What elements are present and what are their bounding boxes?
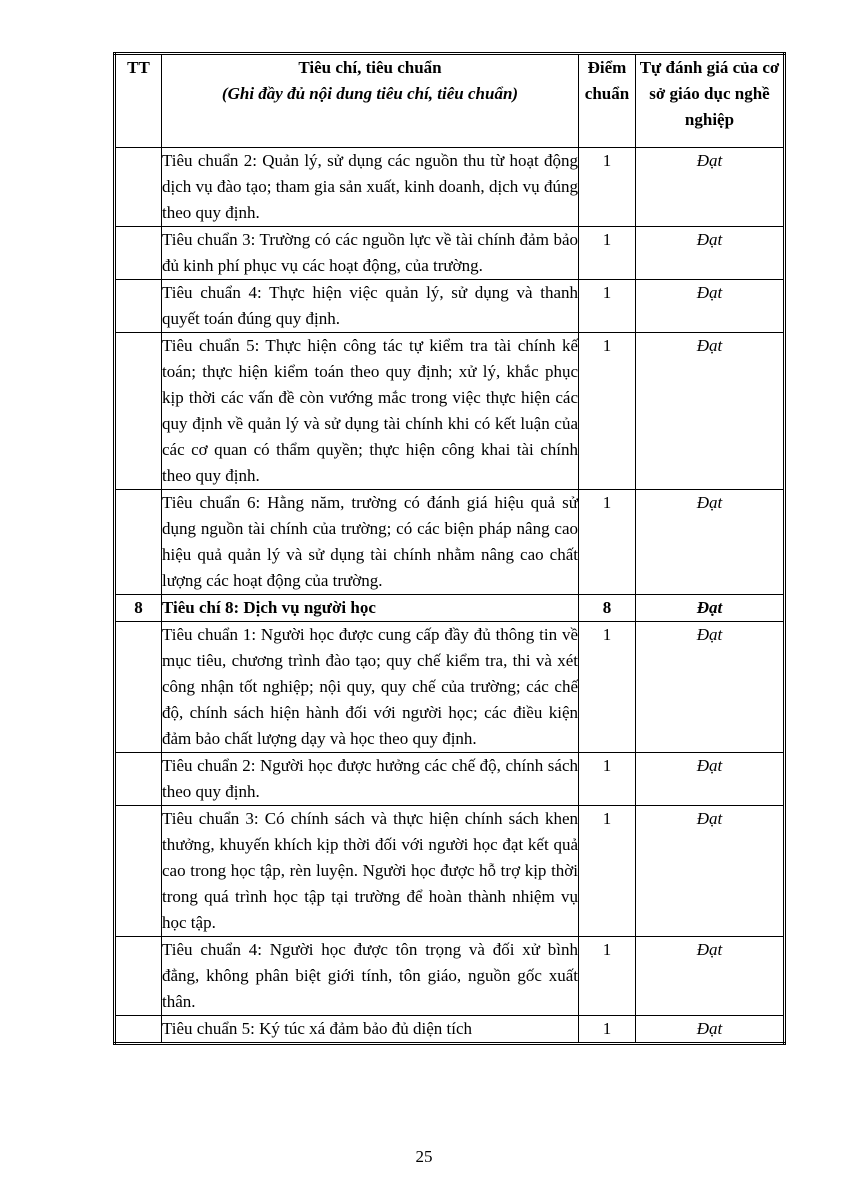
- table-row: [115, 280, 785, 333]
- cell-self-eval: Đạt: [636, 333, 785, 490]
- header-criteria: [162, 54, 579, 148]
- cell-criteria-text: Tiêu chuẩn 5: Thực hiện công tác tự kiểm tra tài chính kế toán; thực hiện kiểm toán theo quy định; xử lý, khắc phục kịp thời các vấn đề còn vướng mắc trong việc thực hiện các quy định về quản lý và sử dụng tài chính khi có kết luận của các cơ quan có thẩm quyền; thực hiện công khai tài chính theo quy định.: [162, 333, 579, 490]
- cell-self-eval: Đạt: [636, 937, 785, 1016]
- table-row: [115, 753, 785, 806]
- cell-criteria-text: Tiêu chuẩn 2: Quản lý, sử dụng các nguồn thu từ hoạt động dịch vụ đào tạo; tham gia sản xuất, kinh doanh, dịch vụ đúng theo quy định.: [162, 148, 579, 227]
- cell-score: 1: [579, 227, 636, 280]
- cell-tt: [115, 490, 162, 595]
- cell-self-eval: Đạt: [636, 280, 785, 333]
- table-row: [115, 937, 785, 1016]
- cell-self-eval: Đạt: [636, 622, 785, 753]
- cell-criteria-text: Tiêu chuẩn 4: Thực hiện việc quản lý, sử dụng và thanh quyết toán đúng quy định.: [162, 280, 579, 333]
- table-row: [115, 622, 785, 753]
- table-row: [115, 490, 785, 595]
- cell-tt: [115, 622, 162, 753]
- cell-criteria-text: Tiêu chí 8: Dịch vụ người học: [162, 595, 579, 622]
- cell-score: 1: [579, 148, 636, 227]
- cell-tt: [115, 1016, 162, 1044]
- cell-score: 1: [579, 753, 636, 806]
- cell-score: 1: [579, 622, 636, 753]
- cell-self-eval: Đạt: [636, 806, 785, 937]
- cell-criteria-text: Tiêu chuẩn 3: Có chính sách và thực hiện chính sách khen thưởng, khuyến khích kịp thời đối với người học đạt kết quả cao trong học tập, rèn luyện. Người học được hỗ trợ kịp thời trong quá trình học tập tại trường để hoàn thành nhiệm vụ học tập.: [162, 806, 579, 937]
- header-tt: TT: [115, 54, 162, 148]
- cell-self-eval: Đạt: [636, 148, 785, 227]
- cell-score: 1: [579, 806, 636, 937]
- cell-score: 1: [579, 333, 636, 490]
- header-self-eval: Tự đánh giá của cơ sở giáo dục nghề nghiệp: [636, 54, 785, 148]
- cell-criteria-text: Tiêu chuẩn 2: Người học được hưởng các chế độ, chính sách theo quy định.: [162, 753, 579, 806]
- cell-tt: [115, 333, 162, 490]
- cell-tt: [115, 937, 162, 1016]
- cell-criteria-text: Tiêu chuẩn 3: Trường có các nguồn lực về tài chính đảm bảo đủ kinh phí phục vụ các hoạt động, của trường.: [162, 227, 579, 280]
- cell-tt: 8: [115, 595, 162, 622]
- cell-tt: [115, 806, 162, 937]
- cell-score: 8: [579, 595, 636, 622]
- cell-criteria-text: Tiêu chuẩn 5: Ký túc xá đảm bảo đủ diện tích: [162, 1016, 579, 1044]
- cell-tt: [115, 148, 162, 227]
- page-number: 25: [415, 1147, 433, 1166]
- criteria-table: [113, 52, 786, 1045]
- cell-self-eval: Đạt: [636, 595, 785, 622]
- table-row: [115, 148, 785, 227]
- criterion-row: [115, 595, 785, 622]
- table-row: [115, 806, 785, 937]
- cell-tt: [115, 753, 162, 806]
- header-score: Điểm chuẩn: [579, 54, 636, 148]
- cell-criteria-text: Tiêu chuẩn 4: Người học được tôn trọng và đối xử bình đẳng, không phân biệt giới tính, tôn giáo, nguồn gốc xuất thân.: [162, 937, 579, 1016]
- cell-criteria-text: Tiêu chuẩn 6: Hằng năm, trường có đánh giá hiệu quả sử dụng nguồn tài chính của trường; có các biện pháp nâng cao hiệu quả quản lý và sử dụng tài chính nhằm nâng cao chất lượng các hoạt động của trường.: [162, 490, 579, 595]
- cell-criteria-text: Tiêu chuẩn 1: Người học được cung cấp đầy đủ thông tin về mục tiêu, chương trình đào tạo; quy chế kiểm tra, thi và xét công nhận tốt nghiệp; nội quy, quy chế của trường; các chế độ, chính sách hiện hành đối với người học; các điều kiện đảm bảo chất lượng dạy và học theo quy định.: [162, 622, 579, 753]
- header-criteria-subtitle: (Ghi đầy đủ nội dung tiêu chí, tiêu chuẩn): [221, 84, 519, 103]
- cell-score: 1: [579, 490, 636, 595]
- cell-self-eval: Đạt: [636, 1016, 785, 1044]
- cell-self-eval: Đạt: [636, 227, 785, 280]
- table-header-row: [115, 54, 785, 148]
- cell-tt: [115, 227, 162, 280]
- table-row: [115, 227, 785, 280]
- cell-tt: [115, 280, 162, 333]
- cell-self-eval: Đạt: [636, 490, 785, 595]
- cell-score: 1: [579, 1016, 636, 1044]
- cell-score: 1: [579, 937, 636, 1016]
- cell-self-eval: Đạt: [636, 753, 785, 806]
- table-row: [115, 1016, 785, 1044]
- table-row: [115, 333, 785, 490]
- table-body: [115, 148, 785, 1044]
- cell-score: 1: [579, 280, 636, 333]
- header-criteria-title: Tiêu chí, tiêu chuẩn: [298, 58, 442, 77]
